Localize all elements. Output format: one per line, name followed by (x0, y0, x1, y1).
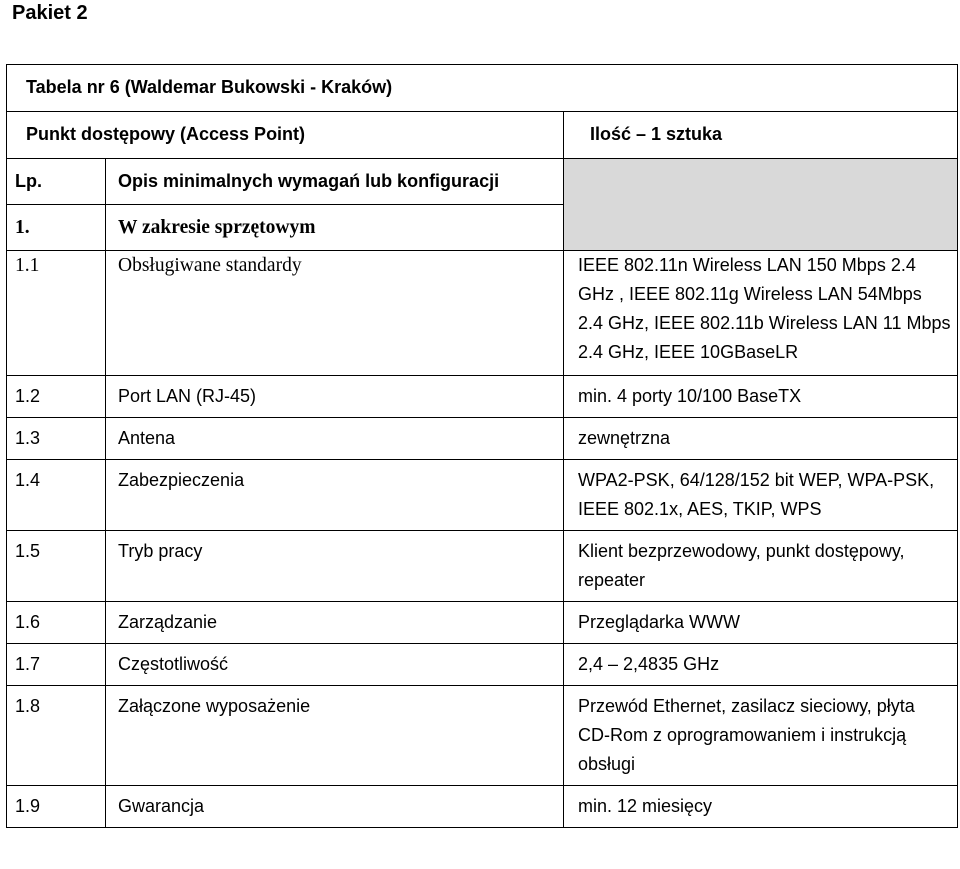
row-number: 1.5 (7, 531, 106, 602)
row-label: Gwarancja (106, 786, 564, 828)
header-shaded-cell (564, 159, 958, 251)
row-number: 1.8 (7, 686, 106, 786)
row-value: zewnętrzna (564, 418, 958, 460)
row-number: 1.3 (7, 418, 106, 460)
device-name: Punkt dostępowy (Access Point) (7, 112, 564, 159)
table-row (7, 531, 958, 602)
row-number: 1.1 (7, 251, 106, 376)
column-header-desc: Opis minimalnych wymagań lub konfiguracji (106, 159, 564, 205)
row-label: Antena (106, 418, 564, 460)
row-number: 1.9 (7, 786, 106, 828)
row-value: min. 4 porty 10/100 BaseTX (564, 376, 958, 418)
row-number: 1.7 (7, 644, 106, 686)
row-number: 1.2 (7, 376, 106, 418)
row-label: Częstotliwość (106, 644, 564, 686)
table-row (7, 251, 958, 376)
table-row (7, 644, 958, 686)
row-label: Tryb pracy (106, 531, 564, 602)
page-heading: Pakiet 2 (12, 2, 88, 24)
table-row (7, 786, 958, 828)
row-value: Przewód Ethernet, zasilacz sieciowy, płyta CD-Rom z oprogramowaniem i instrukcją obsługi (564, 686, 958, 786)
table-row (7, 460, 958, 531)
row-value: Przeglądarka WWW (564, 602, 958, 644)
spec-table (6, 64, 958, 828)
row-label: Port LAN (RJ-45) (106, 376, 564, 418)
row-number: 1.4 (7, 460, 106, 531)
column-header-lp: Lp. (7, 159, 106, 205)
table-row (7, 418, 958, 460)
table-row (7, 602, 958, 644)
quantity: Ilość – 1 sztuka (564, 112, 958, 159)
row-value: WPA2-PSK, 64/128/152 bit WEP, WPA-PSK, IEEE 802.1x, AES, TKIP, WPS (564, 460, 958, 531)
row-value: min. 12 miesięcy (564, 786, 958, 828)
row-label: Załączone wyposażenie (106, 686, 564, 786)
section-number: 1. (7, 205, 106, 251)
row-value: IEEE 802.11n Wireless LAN 150 Mbps 2.4 GHz , IEEE 802.11g Wireless LAN 54Mbps 2.4 GHz, IEEE 802.11b Wireless LAN 11 Mbps 2.4 GHz, IEEE 10GBaseLR (564, 251, 958, 376)
section-label: W zakresie sprzętowym (106, 205, 564, 251)
row-number: 1.6 (7, 602, 106, 644)
table-row (7, 376, 958, 418)
row-value: 2,4 – 2,4835 GHz (564, 644, 958, 686)
table-title-row (7, 65, 958, 112)
column-header-row (7, 159, 958, 205)
device-row (7, 112, 958, 159)
row-label: Zabezpieczenia (106, 460, 564, 531)
row-value: Klient bezprzewodowy, punkt dostępowy, repeater (564, 531, 958, 602)
row-label: Obsługiwane standardy (106, 251, 564, 376)
row-label: Zarządzanie (106, 602, 564, 644)
table-title: Tabela nr 6 (Waldemar Bukowski - Kraków) (7, 65, 958, 112)
table-row (7, 686, 958, 786)
